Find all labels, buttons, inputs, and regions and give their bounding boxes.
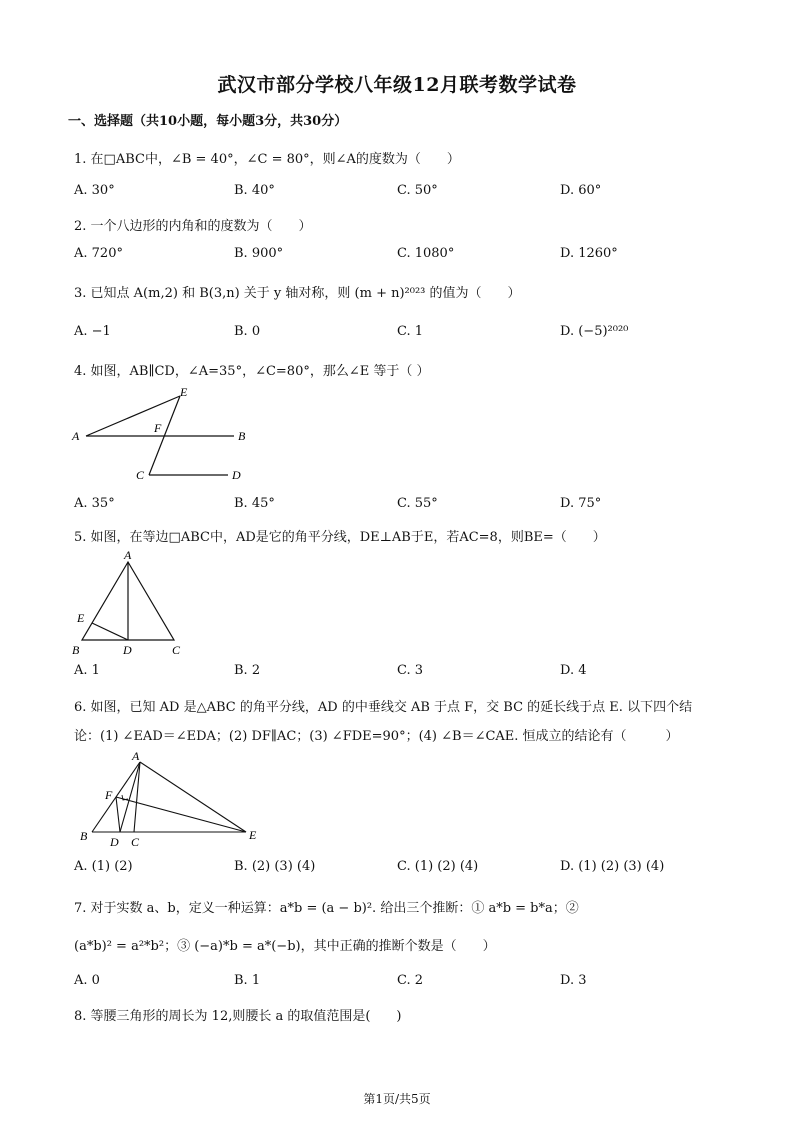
fig6-label-c: C: [131, 835, 140, 849]
fig5-label-c: C: [172, 643, 181, 657]
fig6-label-f: F: [105, 788, 113, 802]
q7-option-c: C. 2: [397, 973, 424, 988]
q6-option-c: C. (1) (2) (4): [397, 859, 479, 874]
page-footer: 第1页/共5页: [363, 1092, 431, 1106]
fig6-label-e: E: [249, 828, 257, 842]
question-6-stem-line1: 6. 如图，已知 AD 是△ABC 的角平分线，AD 的中垂线交 AB 于点 F，交 BC 的延长线于点 E. 以下四个结: [74, 700, 693, 715]
q5-option-d: D. 4: [560, 663, 587, 678]
q7-option-b: B. 1: [234, 973, 261, 988]
q1-option-c: C. 50°: [397, 183, 438, 198]
q2-option-a: A. 720°: [74, 246, 123, 261]
q7-option-a: A. 0: [74, 973, 100, 988]
fig4-label-e: E: [180, 385, 188, 399]
q3-option-b: B. 0: [234, 324, 261, 339]
q2-option-d: D. 1260°: [560, 246, 618, 261]
fig4-label-b: B: [238, 429, 246, 443]
fig5-label-a: A: [124, 548, 132, 562]
question-7-stem-line2: (a*b)² = a²*b²；③ (−a)*b = a*(−b)，其中正确的推断个数是（ ）: [74, 939, 496, 954]
q4-option-c: C. 55°: [397, 496, 438, 511]
fig4-label-a: A: [72, 429, 80, 443]
fig5-label-e: E: [77, 611, 85, 625]
q5-option-c: C. 3: [397, 663, 424, 678]
q7-option-d: D. 3: [560, 973, 587, 988]
q6-option-d: D. (1) (2) (3) (4): [560, 859, 665, 874]
question-3-stem: 3. 已知点 A(m,2) 和 B(3,n) 关于 y 轴对称，则 (m + n)²⁰²³ 的值为（ ）: [74, 286, 521, 301]
q6-option-b: B. (2) (3) (4): [234, 859, 316, 874]
question-4-stem: 4. 如图，AB∥CD，∠A=35°，∠C=80°，那么∠E 等于（ ）: [74, 364, 430, 379]
question-2-stem: 2. 一个八边形的内角和的度数为（ ）: [74, 219, 312, 234]
q5-option-a: A. 1: [74, 663, 100, 678]
q1-option-d: D. 60°: [560, 183, 602, 198]
q1-option-a: A. 30°: [74, 183, 115, 198]
question-7-stem-line1: 7. 对于实数 a、b，定义一种运算：a*b = (a − b)². 给出三个推断：① a*b = b*a；②: [74, 901, 579, 916]
q1-option-b: B. 40°: [234, 183, 275, 198]
q3-option-c: C. 1: [397, 324, 424, 339]
question-5-stem: 5. 如图，在等边□ABC中，AD是它的角平分线，DE⊥AB于E，若AC=8，则BE=（ ）: [74, 530, 606, 545]
q2-option-b: B. 900°: [234, 246, 284, 261]
q4-option-a: A. 35°: [74, 496, 115, 511]
section-heading: 一、选择题（共10小题，每小题3分，共30分）: [68, 114, 348, 129]
q5-option-b: B. 2: [234, 663, 261, 678]
q4-option-d: D. 75°: [560, 496, 602, 511]
q6-option-a: A. (1) (2): [74, 859, 133, 874]
fig4-label-d: D: [232, 468, 241, 482]
figure-6-triangle: [70, 748, 270, 852]
fig4-label-f: F: [154, 421, 162, 435]
fig6-label-a: A: [132, 749, 140, 763]
q2-option-c: C. 1080°: [397, 246, 455, 261]
fig4-label-c: C: [136, 468, 145, 482]
q3-option-a: A. −1: [74, 324, 111, 339]
fig6-label-d: D: [110, 835, 119, 849]
question-6-stem-line2: 论：(1) ∠EAD＝∠EDA；(2) DF∥AC；(3) ∠FDE=90°；(4) ∠B＝∠CAE. 恒成立的结论有（ ）: [74, 729, 679, 744]
question-8-stem: 8. 等腰三角形的周长为 12,则腰长 a 的取值范围是( ): [74, 1009, 402, 1024]
fig5-label-d: D: [123, 643, 132, 657]
figure-5-equilateral-triangle: [68, 546, 198, 658]
q4-option-b: B. 45°: [234, 496, 275, 511]
fig5-label-b: B: [72, 643, 80, 657]
q3-option-d: D. (−5)²⁰²⁰: [560, 324, 629, 339]
fig6-label-b: B: [80, 829, 88, 843]
figure-4-parallel-lines: [66, 384, 266, 484]
question-1-stem: 1. 在□ABC中，∠B = 40°，∠C = 80°，则∠A的度数为（ ）: [74, 152, 460, 167]
page-title: 武汉市部分学校八年级12月联考数学试卷: [217, 74, 577, 96]
